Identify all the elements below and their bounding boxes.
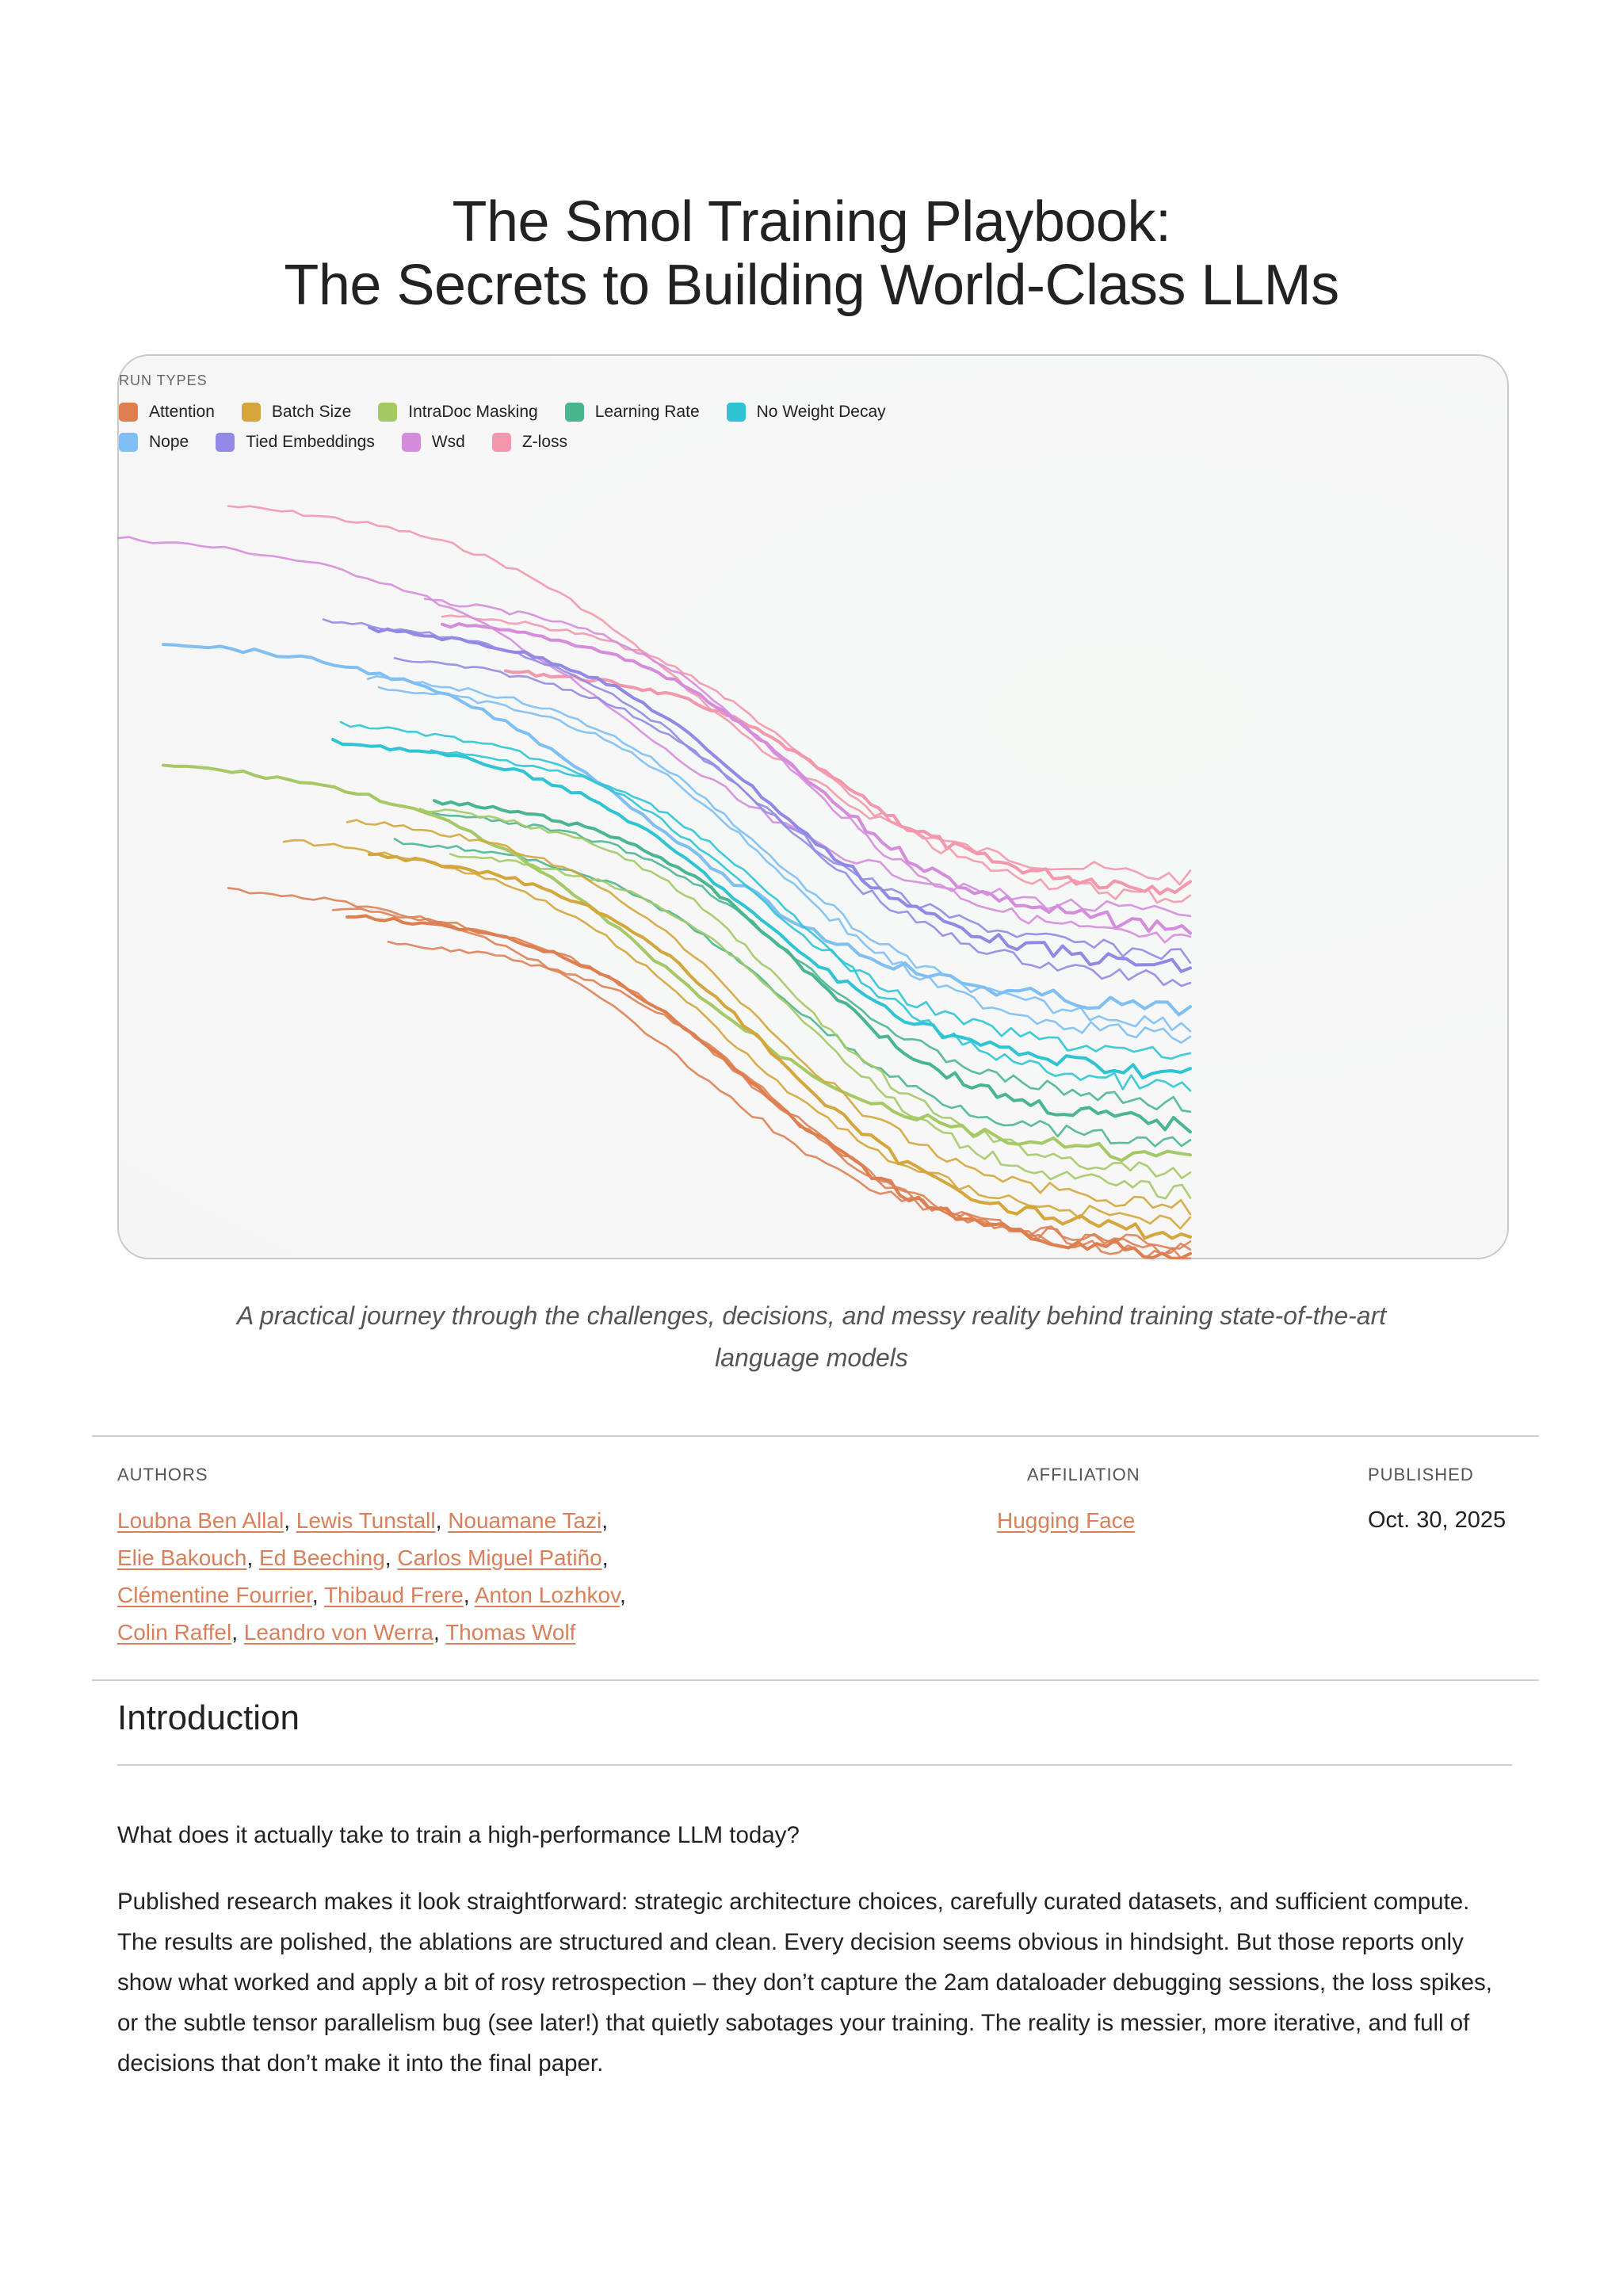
training-curve: [431, 751, 1190, 1091]
author-list: [117, 1502, 626, 1651]
legend-item: [727, 403, 886, 422]
author-link[interactable]: Leandro von Werra: [243, 1620, 433, 1645]
divider: [92, 1435, 1539, 1437]
training-curve: [228, 888, 1190, 1248]
legend-row: [119, 403, 913, 422]
legend-item: [378, 403, 537, 422]
author-link[interactable]: Elie Bakouch: [117, 1545, 247, 1570]
training-curve: [442, 616, 1190, 903]
author-link[interactable]: Carlos Miguel Patiño: [397, 1545, 602, 1570]
published-date: Oct. 30, 2025: [1368, 1507, 1507, 1533]
legend-swatch: [565, 403, 584, 422]
author-link[interactable]: Colin Raffel: [117, 1620, 232, 1645]
title-line-2: The Secrets to Building World-Class LLMs: [284, 254, 1339, 317]
legend-swatch: [119, 403, 138, 422]
section-heading: Introduction: [117, 1698, 300, 1737]
divider: [92, 1679, 1539, 1681]
legend-item: [242, 403, 351, 422]
banner-chart: [117, 354, 1509, 1259]
training-curve: [284, 840, 1190, 1228]
training-curve: [434, 800, 1190, 1132]
published-label: PUBLISHED: [1368, 1465, 1474, 1484]
author-link[interactable]: Nouamane Tazi: [448, 1508, 602, 1533]
author-separator: ,: [433, 1620, 446, 1645]
author-separator: ,: [384, 1545, 398, 1570]
legend-label: Wsd: [431, 433, 465, 451]
author-separator: ,: [284, 1508, 296, 1533]
legend-swatch: [242, 403, 261, 422]
affiliation: [997, 1502, 1135, 1539]
author-separator: ,: [435, 1508, 449, 1533]
author-separator: ,: [231, 1620, 244, 1645]
legend-label: IntraDoc Masking: [408, 403, 538, 421]
legend-item: [216, 433, 375, 452]
author-link[interactable]: Lewis Tunstall: [296, 1508, 436, 1533]
legend-item: [119, 403, 215, 422]
legend-item: [119, 433, 189, 452]
legend-swatch: [216, 433, 235, 452]
training-curve: [228, 506, 1190, 885]
training-curve: [333, 909, 1190, 1255]
legend-caption: RUN TYPES: [119, 372, 208, 388]
legend-swatch: [402, 433, 421, 452]
legend-label: Attention: [149, 403, 215, 421]
author-link[interactable]: Clémentine Fourrier: [117, 1583, 312, 1607]
legend-label: Batch Size: [271, 403, 352, 421]
legend-label: No Weight Decay: [756, 403, 886, 421]
training-curve: [442, 624, 1190, 933]
author-separator: ,: [601, 1545, 609, 1570]
legend-swatch: [492, 433, 511, 452]
author-link[interactable]: Thibaud Frere: [323, 1583, 464, 1607]
intro-paragraph-2: Published research makes it look straightforward: strategic architecture choices, carefully curated datasets, and sufficient compute. The results are polished, the ablations are structured and clean. Every decision seems obvious in hindsight. But those reports only show what worked and apply a bit of rosy retrospection – they don’t capture the 2am dataloader debugging sessions, the loss spikes, or the subtle tensor parallelism bug (see later!) that quietly sabotages your training. The reality is messier, more iterative, and full of decisions that don’t make it into the final paper.: [117, 1889, 1492, 2076]
title-line-1: The Smol Training Playbook:: [452, 190, 1171, 254]
author-link[interactable]: Loubna Ben Allal: [117, 1508, 285, 1533]
legend-item: [402, 433, 465, 452]
legend-swatch: [119, 433, 138, 452]
legend-label: Tied Embeddings: [246, 433, 375, 451]
author-link[interactable]: Anton Lozhkov: [474, 1583, 620, 1607]
legend-swatch: [727, 403, 746, 422]
training-curve: [369, 628, 1190, 972]
intro-paragraph-1: What does it actually take to train a high-performance LLM today?: [117, 1822, 800, 1848]
section-heading-rule: [117, 1764, 1512, 1766]
authors-label: AUTHORS: [117, 1465, 208, 1484]
affiliation-link[interactable]: Hugging Face: [997, 1508, 1136, 1533]
affiliation-label: AFFILIATION: [1027, 1465, 1140, 1484]
subtitle: A practical journey through the challenges, decisions, and messy reality behind training state-of-the-art language models: [236, 1301, 1387, 1372]
legend-label: Z-loss: [521, 433, 568, 451]
legend-item: [492, 433, 567, 452]
legend-row: [119, 433, 594, 452]
author-link[interactable]: Thomas Wolf: [445, 1620, 576, 1645]
author-separator: ,: [601, 1508, 609, 1533]
legend-label: Nope: [149, 433, 189, 451]
legend-item: [565, 403, 700, 422]
author-separator: ,: [311, 1583, 324, 1607]
legend-label: Learning Rate: [594, 403, 700, 421]
author-separator: ,: [246, 1545, 259, 1570]
author-separator: ,: [620, 1583, 626, 1607]
author-separator: ,: [463, 1583, 475, 1607]
author-link[interactable]: Ed Beeching: [259, 1545, 385, 1570]
legend-swatch: [378, 403, 397, 422]
page-title: [0, 190, 1623, 317]
